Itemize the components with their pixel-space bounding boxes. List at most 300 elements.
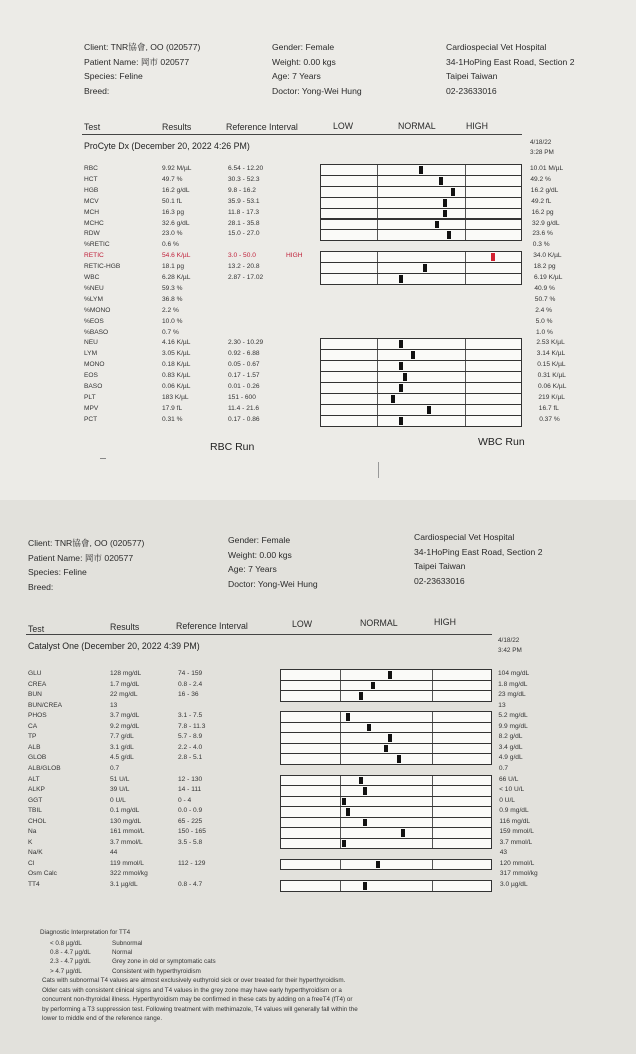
test-name: ALT <box>28 775 40 783</box>
test-name: GLU <box>28 670 42 677</box>
result-value: 39 U/L <box>110 786 130 794</box>
result-value: 161 mmol/L <box>110 828 145 836</box>
previous-value: 6.19 K/µL <box>534 274 563 281</box>
test-name: PLT <box>84 393 96 401</box>
reference-interval: 6.54 - 12.20 <box>228 165 264 172</box>
reference-interval: 150 - 165 <box>178 828 206 836</box>
test-name: RDW <box>84 230 100 238</box>
previous-value: 3.0 µg/dL <box>500 881 528 888</box>
test-name: %RETIC <box>84 241 110 249</box>
tick-mark <box>378 462 379 478</box>
gauge-divider <box>432 881 433 891</box>
result-marker <box>451 188 455 196</box>
test-name: CREA <box>28 680 47 688</box>
result-value: 36.8 % <box>162 295 183 303</box>
doctor: Doctor: Yong-Wei Hung <box>272 85 362 96</box>
test-name: %NEU <box>84 284 104 292</box>
test-name: LYM <box>84 350 98 358</box>
test-name: TT4 <box>28 881 40 888</box>
result-value: 3.05 K/µL <box>162 350 191 358</box>
table-row <box>0 283 636 294</box>
interp-note-line: Cats with subnormal T4 values are almost exclusively euthyroid sick or over treated for their hyperthyroidism. <box>42 977 346 984</box>
result-marker <box>346 808 350 816</box>
weight: Weight: 0.00 kgs <box>272 56 336 67</box>
table-row <box>0 305 636 316</box>
table-row <box>0 392 636 403</box>
previous-value: 4.9 g/dL <box>498 754 523 762</box>
table-row <box>0 700 636 711</box>
test-name: PCT <box>84 415 98 423</box>
breed: Breed: <box>84 85 110 96</box>
table-row <box>0 337 636 348</box>
result-marker <box>439 177 443 185</box>
previous-value: 116 mg/dL <box>499 817 531 825</box>
col-results: Results <box>162 122 192 132</box>
result-marker <box>399 340 403 348</box>
previous-value: 3.4 g/dL <box>498 743 523 751</box>
high-marker <box>491 253 495 261</box>
hospital-name: Cardiospecial Vet Hospital <box>414 532 515 542</box>
patient-details <box>272 40 362 98</box>
previous-value: 104 mg/dL <box>498 670 530 677</box>
reference-interval: 9.8 - 16.2 <box>228 186 256 194</box>
table-row <box>0 359 636 370</box>
test-name: K <box>28 838 33 846</box>
weight: Weight: 0.00 kgs <box>228 549 292 560</box>
previous-value: 34.0 K/µL <box>533 252 562 260</box>
test-name: HCT <box>84 175 98 183</box>
interp-label: Subnormal <box>112 940 143 947</box>
previous-value: 18.2 pg <box>533 263 556 271</box>
result-value: 18.1 pg <box>162 263 184 271</box>
result-value: 10.0 % <box>162 317 183 325</box>
reference-interval: 12 - 130 <box>178 775 203 783</box>
reference-interval: 15.0 - 27.0 <box>228 230 260 238</box>
col-normal: NORMAL <box>398 121 436 131</box>
result-value: 54.6 K/µL <box>162 252 191 260</box>
test-name: MPV <box>84 404 99 412</box>
result-value: 22 mg/dL <box>110 691 138 699</box>
test-name: Osm Calc <box>28 870 57 878</box>
col-test: Test <box>84 122 101 132</box>
section-title: ProCyte Dx (December 20, 2022 4:26 PM) <box>84 141 250 151</box>
breed: Breed: <box>28 581 54 592</box>
result-value: 0.31 % <box>162 415 183 423</box>
test-name: TBIL <box>28 807 42 815</box>
table-row <box>0 348 636 359</box>
col-reference: Reference Interval <box>176 621 248 631</box>
doctor: Doctor: Yong-Wei Hung <box>228 578 318 589</box>
table-row <box>0 316 636 327</box>
result-value: 0.83 K/µL <box>162 372 191 380</box>
reference-interval: 13.2 - 20.8 <box>228 263 260 271</box>
test-name: RETIC <box>84 252 104 260</box>
result-value: 0.7 <box>110 764 120 772</box>
previous-value: 159 mmol/L <box>499 828 534 836</box>
previous-value: 1.8 mg/dL <box>498 680 528 688</box>
hospital-phone: 02-23633016 <box>414 575 465 586</box>
result-value: 13 <box>110 701 118 709</box>
previous-value: 40.9 % <box>534 284 555 292</box>
hospital-name: Cardiospecial Vet Hospital <box>446 42 547 52</box>
reference-interval: 0.0 - 0.9 <box>178 807 203 815</box>
result-value: 3.7 mg/dL <box>110 712 140 720</box>
result-value: 4.5 g/dL <box>110 754 134 762</box>
test-name: MCH <box>84 208 100 216</box>
reference-interval: 0.17 - 0.86 <box>228 415 260 423</box>
result-value: 16.2 g/dL <box>162 186 190 194</box>
table-row <box>0 207 636 218</box>
result-marker <box>388 671 392 679</box>
result-value: 3.1 µg/dL <box>110 881 138 888</box>
result-marker <box>371 682 375 690</box>
interp-range: < 0.8 µg/dL <box>50 940 82 947</box>
result-value: 32.6 g/dL <box>162 219 190 227</box>
reference-interval: 35.9 - 53.1 <box>228 197 260 205</box>
result-value: 49.7 % <box>162 175 183 183</box>
test-name: %MONO <box>84 306 111 314</box>
result-value: 6.28 K/µL <box>162 274 191 281</box>
result-value: 50.1 fL <box>162 197 183 205</box>
reference-interval: 5.7 - 8.9 <box>178 733 203 741</box>
table-row <box>0 196 636 207</box>
section-title: Catalyst One (December 20, 2022 4:39 PM) <box>28 641 200 651</box>
previous-value: < 10 U/L <box>499 786 525 794</box>
header-rule <box>26 634 492 635</box>
test-name: EOS <box>84 372 98 380</box>
reference-interval: 0 - 4 <box>178 796 192 804</box>
hospital-phone: 02-23633016 <box>446 85 497 96</box>
previous-value: 49.2 fL <box>531 197 552 205</box>
previous-value: 16.7 fL <box>538 404 559 412</box>
result-marker <box>376 861 380 869</box>
test-name: RBC <box>84 165 98 172</box>
test-name: %LYM <box>84 295 103 303</box>
result-marker <box>401 829 405 837</box>
wbc-run-label: WBC Run <box>478 436 525 448</box>
col-normal: NORMAL <box>360 618 398 628</box>
table-row <box>0 272 636 283</box>
previous-value: 43 <box>499 849 508 857</box>
result-marker <box>391 395 395 403</box>
previous-value: 1.0 % <box>536 328 553 336</box>
test-name: BUN <box>28 691 42 699</box>
previous-value: 23.6 % <box>532 230 553 238</box>
result-marker <box>342 798 346 806</box>
result-marker <box>443 199 447 207</box>
test-name: BASO <box>84 383 103 390</box>
result-value: 3.1 g/dL <box>110 743 134 751</box>
test-name: %BASO <box>84 328 109 336</box>
reference-interval: 30.3 - 52.3 <box>228 175 260 183</box>
previous-value: 0.9 mg/dL <box>499 807 529 815</box>
test-name: Na <box>28 828 37 836</box>
previous-value: 0.7 <box>498 764 509 772</box>
result-value: 7.7 g/dL <box>110 733 134 741</box>
previous-value: 23 mg/dL <box>498 691 526 699</box>
interp-range: 2.3 - 4.7 µg/dL <box>50 958 91 966</box>
interp-range: 0.8 - 4.7 µg/dL <box>50 949 91 957</box>
table-row <box>0 163 636 174</box>
result-value: 183 K/µL <box>162 393 189 401</box>
result-marker <box>411 351 415 359</box>
table-row <box>0 381 636 392</box>
reference-interval: 74 - 159 <box>178 670 203 677</box>
previous-value: 219 K/µL <box>538 393 565 401</box>
previous-value: 2.53 K/µL <box>536 339 565 347</box>
test-name: MCHC <box>84 219 104 227</box>
test-name: HGB <box>84 186 99 194</box>
result-marker <box>399 384 403 392</box>
table-row <box>0 868 636 879</box>
patient-info <box>28 536 144 594</box>
result-marker <box>403 373 407 381</box>
table-row <box>0 218 636 229</box>
col-low: LOW <box>333 121 354 131</box>
interp-note-line: Older cats with consistent clinical signs and T4 values in the grey zone may have early hyperthyroidism or a <box>42 986 342 994</box>
test-name: CHOL <box>28 817 47 825</box>
gauge-divider <box>377 416 378 426</box>
reference-interval: 112 - 129 <box>178 859 206 867</box>
previous-value: 3.7 mmol/L <box>499 838 533 846</box>
previous-value: 5.2 mg/dL <box>498 712 528 720</box>
reference-interval: 0.01 - 0.26 <box>228 383 260 390</box>
result-marker <box>419 166 423 174</box>
test-name: GLOB <box>28 754 47 762</box>
patient-details <box>228 533 318 591</box>
result-value: 0.1 mg/dL <box>110 807 140 815</box>
reference-interval: 16 - 36 <box>178 691 199 699</box>
reference-interval: 7.8 - 11.3 <box>178 722 206 730</box>
previous-value: 16.2 pg <box>531 208 554 216</box>
test-name: RETIC-HGB <box>84 263 121 271</box>
rbc-run-label: RBC Run <box>210 441 255 453</box>
patient-info <box>84 40 200 98</box>
hospital-city: Taipei Taiwan <box>414 561 466 571</box>
previous-value: 0 U/L <box>499 796 515 804</box>
result-marker <box>363 787 367 795</box>
result-marker <box>399 275 403 283</box>
result-value: 17.9 fL <box>162 404 183 412</box>
result-value: 9.2 mg/dL <box>110 722 140 730</box>
table-row <box>0 250 636 261</box>
reference-interval: 3.5 - 5.8 <box>178 838 203 846</box>
table-row <box>0 185 636 196</box>
range-gauge <box>320 415 522 427</box>
col-high: HIGH <box>434 617 456 627</box>
interp-note-line: by performing a T3 suppression test. Following treatment with methimazole, T4 values will generally fall within the <box>42 1005 358 1013</box>
test-name: WBC <box>84 274 100 281</box>
reference-interval: 2.87 - 17.02 <box>228 274 264 281</box>
client-name: Client: TNR協會, OO (020577) <box>84 42 201 52</box>
test-name: %EOS <box>84 317 104 325</box>
previous-value: 16.2 g/dL <box>530 186 559 194</box>
previous-value: 13 <box>498 701 506 709</box>
result-value: 2.2 % <box>162 306 179 314</box>
species: Species: Feline <box>28 567 87 577</box>
client-name: Client: TNR協會, OO (020577) <box>28 538 145 548</box>
patient-name: Patient Name: 岡市 020577 <box>84 56 190 67</box>
test-name: Na/K <box>28 849 43 857</box>
test-name: GGT <box>28 796 43 804</box>
hospital-city: Taipei Taiwan <box>446 71 498 81</box>
previous-value: 120 mmol/L <box>499 859 535 867</box>
result-marker <box>399 362 403 370</box>
interp-note-line: lower to middle end of the reference range. <box>42 1015 163 1023</box>
result-marker <box>342 840 346 848</box>
reference-interval: 65 - 225 <box>178 817 203 825</box>
result-marker <box>447 231 451 239</box>
result-marker <box>443 210 447 218</box>
hospital-info <box>414 530 543 588</box>
test-name: PHOS <box>28 712 47 720</box>
previous-value: 5.0 % <box>535 317 553 325</box>
table-row <box>0 403 636 414</box>
reference-interval: 3.1 - 7.5 <box>178 712 203 720</box>
hospital-info <box>446 40 575 98</box>
previous-value: 0.37 % <box>539 415 560 423</box>
previous-value: 49.2 % <box>530 175 551 183</box>
previous-value: 317 mmol/kg <box>499 870 538 878</box>
reference-interval: 11.8 - 17.3 <box>228 208 260 216</box>
result-marker <box>397 755 401 763</box>
previous-value: 0.3 % <box>532 241 550 249</box>
result-value: 16.3 pg <box>162 208 184 216</box>
reference-interval: 0.8 - 4.7 <box>178 881 203 888</box>
result-value: 0.7 % <box>162 328 179 336</box>
previous-value: 10.01 M/µL <box>530 165 564 172</box>
interp-label: Consistent with hyperthyroidism <box>112 967 201 975</box>
result-value: 59.3 % <box>162 284 183 292</box>
result-value: 322 mmol/kg <box>110 870 148 878</box>
table-row <box>0 294 636 305</box>
previous-date: 4/18/22 <box>530 139 552 146</box>
test-name: ALB <box>28 743 41 751</box>
result-marker <box>399 417 403 425</box>
interpretation-title: Diagnostic Interpretation for TT4 <box>40 929 131 936</box>
test-name: TP <box>28 733 37 741</box>
previous-value: 2.4 % <box>535 306 553 314</box>
interp-label: Grey zone in old or symptomatic cats <box>112 958 216 966</box>
result-value: 51 U/L <box>110 775 130 783</box>
hospital-address: 34-1HoPing East Road, Section 2 <box>446 56 575 67</box>
previous-value: 0.15 K/µL <box>537 361 566 369</box>
gauge-divider <box>465 416 466 426</box>
reference-interval: 0.8 - 2.4 <box>178 680 203 688</box>
high-flag: HIGH <box>286 252 303 260</box>
procyte-report <box>0 0 636 500</box>
interp-range: > 4.7 µg/dL <box>50 967 82 975</box>
table-row <box>0 414 636 425</box>
patient-name: Patient Name: 岡市 020577 <box>28 552 134 563</box>
result-value: 0 U/L <box>110 796 126 804</box>
reference-interval: 151 - 600 <box>228 393 256 401</box>
reference-interval: 14 - 111 <box>178 786 202 794</box>
table-row <box>0 261 636 272</box>
result-marker <box>346 713 350 721</box>
header-rule <box>82 134 522 135</box>
previous-value: 32.9 g/dL <box>532 219 560 227</box>
result-marker <box>359 692 363 700</box>
previous-value: 3.14 K/µL <box>536 350 566 358</box>
previous-value: 66 U/L <box>499 775 519 783</box>
result-value: 44 <box>110 849 118 857</box>
age: Age: 7 Years <box>272 71 321 81</box>
previous-value: 0.31 K/µL <box>537 372 566 380</box>
previous-time: 3:28 PM <box>530 149 554 156</box>
previous-value: 50.7 % <box>534 295 556 303</box>
test-name: NEU <box>84 339 98 347</box>
previous-value: 0.06 K/µL <box>538 383 567 390</box>
reference-interval: 2.30 - 10.29 <box>228 339 264 347</box>
previous-value: 9.9 mg/dL <box>498 722 528 730</box>
gauge-divider <box>340 881 341 891</box>
hospital-address: 34-1HoPing East Road, Section 2 <box>414 546 543 557</box>
age: Age: 7 Years <box>228 564 277 574</box>
table-row <box>0 763 636 774</box>
reference-interval: 11.4 - 21.6 <box>228 404 260 412</box>
result-marker <box>363 819 367 827</box>
gender: Gender: Female <box>272 42 335 52</box>
col-results: Results <box>110 622 140 632</box>
test-name: BUN/CREA <box>28 701 63 709</box>
result-value: 1.7 mg/dL <box>110 680 140 688</box>
test-name: ALB/GLOB <box>28 764 61 772</box>
test-name: CA <box>28 722 38 730</box>
col-high: HIGH <box>466 121 488 131</box>
col-test: Test <box>28 624 45 634</box>
interp-label: Normal <box>112 949 133 957</box>
result-value: 119 mmol/L <box>110 859 144 867</box>
catalyst-report <box>0 500 636 1054</box>
test-name: MONO <box>84 361 105 369</box>
previous-value: 8.2 g/dL <box>498 733 523 741</box>
result-value: 0.06 K/µL <box>162 383 191 390</box>
col-low: LOW <box>292 619 313 629</box>
species: Species: Feline <box>84 71 143 81</box>
test-name: Cl <box>28 859 35 867</box>
test-name: MCV <box>84 197 99 205</box>
col-reference: Reference Interval <box>226 122 298 132</box>
reference-interval: 3.0 - 50.0 <box>228 252 256 260</box>
reference-interval: 2.8 - 5.1 <box>178 754 203 762</box>
result-marker <box>367 724 371 732</box>
range-gauge <box>280 880 492 892</box>
table-row <box>0 239 636 250</box>
table-row <box>0 228 636 239</box>
result-marker <box>388 734 392 742</box>
result-value: 23.0 % <box>162 230 183 238</box>
reference-interval: 0.17 - 1.57 <box>228 372 260 380</box>
result-marker <box>363 882 367 890</box>
result-value: 0.6 % <box>162 241 179 249</box>
gender: Gender: Female <box>228 535 291 545</box>
result-value: 9.92 M/µL <box>162 165 192 172</box>
reference-interval: 0.92 - 6.88 <box>228 350 260 358</box>
table-row <box>0 370 636 381</box>
previous-time: 3:42 PM <box>498 647 522 654</box>
result-value: 3.7 mmol/L <box>110 838 143 846</box>
result-value: 130 mg/dL <box>110 817 142 825</box>
interp-note-line: concurrent non-thyroidal illness. Hyperthyroidism may be confirmed in these cats by adding on a freeT4 (fT4) or <box>42 996 353 1004</box>
table-row <box>0 327 636 338</box>
table-row <box>0 174 636 185</box>
result-marker <box>384 745 388 753</box>
result-value: 0.18 K/µL <box>162 361 191 369</box>
result-value: 4.16 K/µL <box>162 339 191 347</box>
reference-interval: 2.2 - 4.0 <box>178 743 203 751</box>
result-marker <box>359 777 363 785</box>
